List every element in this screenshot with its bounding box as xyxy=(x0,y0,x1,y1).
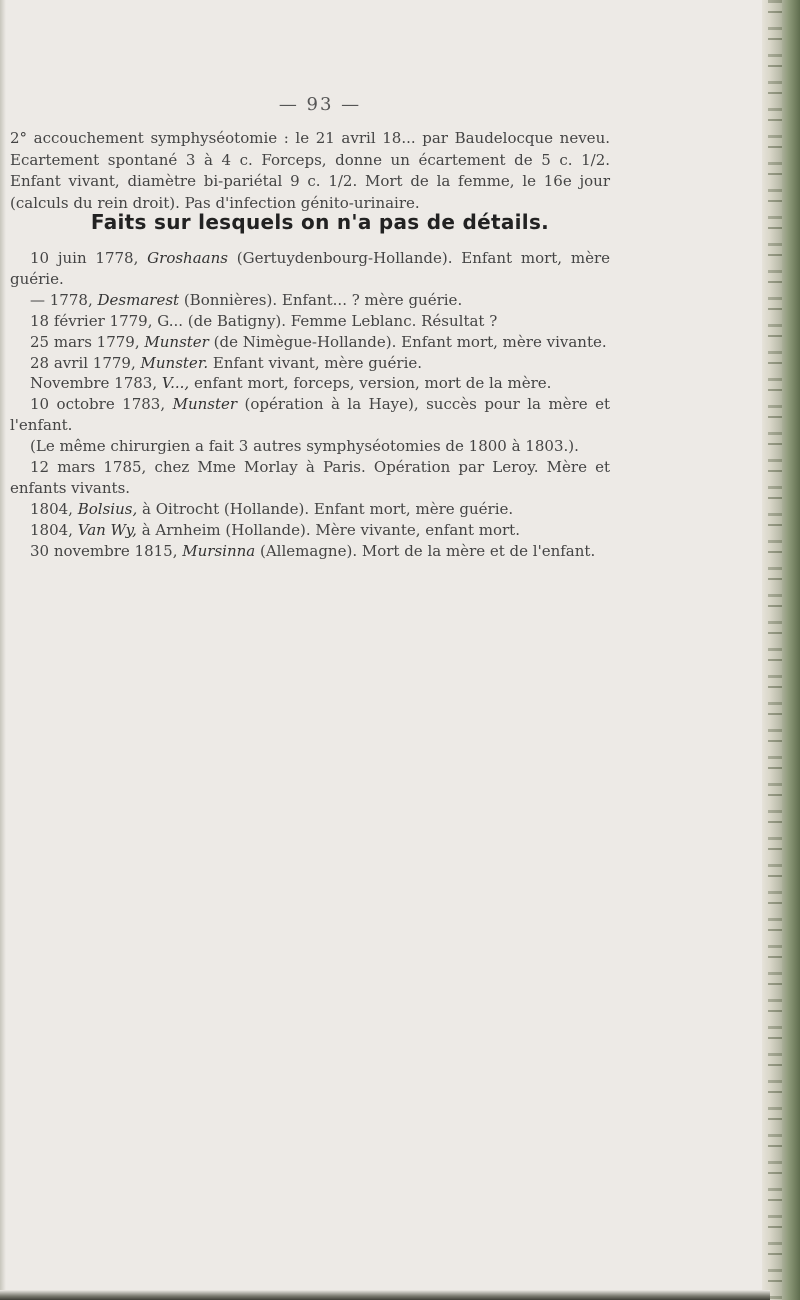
book-binding-edge xyxy=(762,0,800,1300)
page-number: — 93 — xyxy=(278,94,362,115)
case-entry: 18 février 1779, G... (de Batigny). Femme Leblanc. Résultat ? xyxy=(30,311,498,330)
case-list xyxy=(10,248,610,562)
case-entry: — 1778, Desmarest (Bonnières). Enfant... ? mère guérie. xyxy=(30,290,463,309)
intro-text: 2° accouchement symphyséotomie : le 21 avril 18... par Baudelocque neveu. Ecartement spontané 3 à 4 c. Forceps, donne un écartement de 5 c. 1/2. Enfant vivant, diamètre bi-pariétal 9 c. 1/2. Mort de la femme, le 16e jour (calculs du rein droit). Pas d'infection génito-urinaire. xyxy=(10,129,610,212)
case-entry: 1804, Van Wy, à Arnheim (Hollande). Mère vivante, enfant mort. xyxy=(30,520,520,539)
case-entry: 10 octobre 1783, Munster (opération à la Haye), succès pour la mère et l'enfant. xyxy=(10,395,610,435)
case-entry: 28 avril 1779, Munster. Enfant vivant, mère guérie. xyxy=(30,353,423,372)
case-entry: 30 novembre 1815, Mursinna (Allemagne). Mort de la mère et de l'enfant. xyxy=(30,541,596,560)
section-heading: Faits sur lesquels on n'a pas de détails. xyxy=(90,210,550,234)
page-left-edge xyxy=(0,0,6,1300)
intro-paragraph xyxy=(10,128,610,214)
case-entry: 1804, Bolsius, à Oitrocht (Hollande). Enfant mort, mère guérie. xyxy=(30,499,514,518)
case-entry: 12 mars 1785, chez Mme Morlay à Paris. Opération par Leroy. Mère et enfants vivants. xyxy=(10,458,610,497)
case-entry: 25 mars 1779, Munster (de Nimègue-Hollande). Enfant mort, mère vivante. xyxy=(30,332,607,351)
case-entry: 10 juin 1778, Groshaans (Gertuydenbourg-Hollande). Enfant mort, mère guérie. xyxy=(10,249,610,288)
page-bottom-edge xyxy=(0,1290,770,1300)
case-entry: Novembre 1783, V..., enfant mort, forceps, version, mort de la mère. xyxy=(30,374,552,393)
case-entry-note: (Le même chirurgien a fait 3 autres symphyséotomies de 1800 à 1803.). xyxy=(30,437,579,456)
